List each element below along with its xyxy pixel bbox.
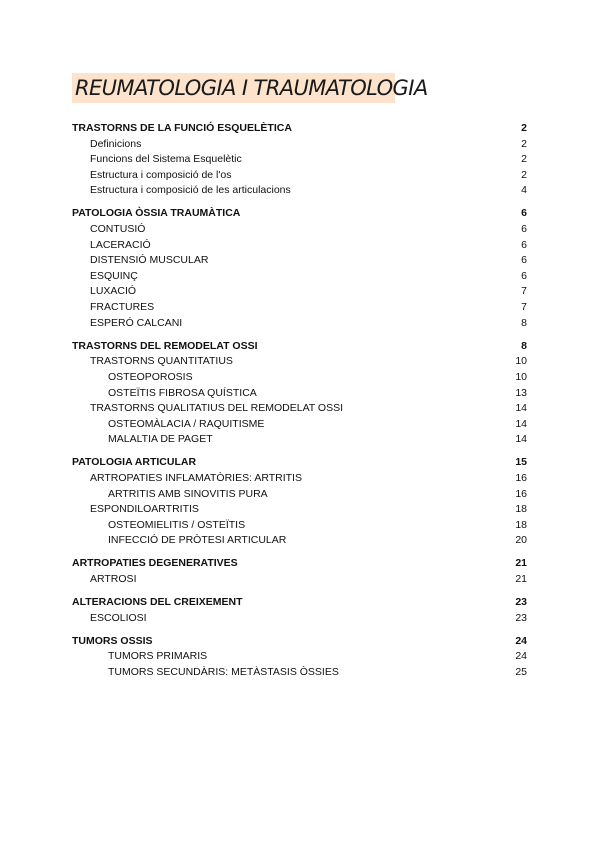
- toc-entry[interactable]: [72, 168, 527, 184]
- toc-entry[interactable]: [72, 471, 527, 487]
- toc-entry[interactable]: [72, 533, 527, 549]
- toc-entry-label: PATOLOGIA ÒSSIA TRAUMÀTICA: [72, 207, 241, 220]
- toc-entry[interactable]: [72, 386, 527, 402]
- toc-entry-label: OSTEÏTIS FIBROSA QUÍSTICA: [108, 386, 257, 399]
- toc-entry-label: INFECCIÓ DE PRÒTESI ARTICULAR: [108, 534, 287, 547]
- toc-entry[interactable]: [72, 502, 527, 518]
- toc-entry[interactable]: [72, 611, 527, 627]
- toc-entry[interactable]: [72, 339, 527, 355]
- toc-entry[interactable]: [72, 595, 527, 611]
- toc-entry-label: ALTERACIONS DEL CREIXEMENT: [72, 596, 243, 609]
- toc-entry-page: 15: [515, 456, 527, 469]
- toc-entry-label: ESCOLIOSI: [90, 611, 147, 624]
- toc-entry-label: ESPERÓ CALCANI: [90, 316, 183, 329]
- toc-entry-page: 18: [515, 503, 527, 516]
- toc-entry-label: Estructura i composició de l'os: [90, 168, 232, 181]
- toc-entry-label: PATOLOGIA ARTICULAR: [72, 456, 197, 469]
- toc-entry-label: Funcions del Sistema Esquelètic: [90, 153, 242, 166]
- toc-entry[interactable]: [72, 401, 527, 417]
- toc-entry-page: 14: [515, 417, 527, 430]
- toc-entry-page: 8: [521, 316, 527, 329]
- toc-entry[interactable]: [72, 634, 527, 650]
- toc-entry[interactable]: [72, 354, 527, 370]
- toc-entry-page: 2: [521, 168, 527, 181]
- toc-entry[interactable]: [72, 455, 527, 471]
- toc-entry[interactable]: [72, 183, 527, 199]
- toc-entry-label: TUMORS PRIMARIS: [108, 650, 208, 663]
- document-title: REUMATOLOGIA I TRAUMATOLOGIA: [72, 73, 395, 103]
- toc-entry-label: ARTROSI: [90, 573, 137, 586]
- toc-entry[interactable]: [72, 152, 527, 168]
- toc-entry[interactable]: [72, 665, 527, 681]
- toc-entry[interactable]: [72, 238, 527, 254]
- toc-entry[interactable]: [72, 556, 527, 572]
- toc-entry-label: OSTEOMIELITIS / OSTEÏTIS: [108, 518, 246, 531]
- toc-entry[interactable]: [72, 121, 527, 137]
- toc-entry-page: 23: [515, 611, 527, 624]
- toc-entry[interactable]: [72, 370, 527, 386]
- toc-entry-page: 4: [521, 184, 527, 197]
- toc-entry[interactable]: [72, 206, 527, 222]
- toc-entry-label: MALALTIA DE PAGET: [108, 433, 213, 446]
- toc-entry-page: 21: [515, 573, 527, 586]
- toc-entry-page: 16: [515, 487, 527, 500]
- toc-entry-page: 18: [515, 518, 527, 531]
- toc-entry[interactable]: [72, 417, 527, 433]
- toc-entry[interactable]: [72, 649, 527, 665]
- toc-entry[interactable]: [72, 316, 527, 332]
- toc-entry-label: FRACTURES: [90, 301, 155, 314]
- toc-entry-label: OSTEOPOROSIS: [108, 370, 193, 383]
- toc-entry[interactable]: [72, 572, 527, 588]
- toc-entry-page: 6: [521, 269, 527, 282]
- toc-entry-label: ESPONDILOARTRITIS: [90, 503, 199, 516]
- toc-entry-label: OSTEOMÀLACIA / RAQUITISME: [108, 417, 265, 430]
- toc-entry-page: 25: [515, 666, 527, 678]
- toc-entry-label: TRASTORNS DEL REMODELAT OSSI: [72, 339, 258, 352]
- toc-entry-page: 7: [521, 285, 527, 298]
- toc-entry-page: 10: [515, 355, 527, 368]
- toc-entry-label: TRASTORNS DE LA FUNCIÓ ESQUELÈTICA: [72, 122, 292, 134]
- toc-entry-label: ARTROPATIES INFLAMATÒRIES: ARTRITIS: [90, 471, 302, 484]
- toc-entry-page: 8: [521, 339, 527, 352]
- toc-entry-page: 14: [515, 402, 527, 415]
- toc-entry-page: 6: [521, 254, 527, 267]
- table-of-contents: [72, 121, 527, 681]
- toc-entry-label: Definicions: [90, 137, 142, 150]
- toc-entry[interactable]: [72, 222, 527, 238]
- toc-entry-page: 2: [521, 137, 527, 150]
- toc-entry-page: 6: [521, 238, 527, 251]
- toc-entry[interactable]: [72, 253, 527, 269]
- toc-entry-page: 16: [515, 471, 527, 484]
- toc-entry-page: 2: [521, 153, 527, 166]
- toc-entry[interactable]: [72, 432, 527, 448]
- toc-entry-page: 10: [515, 370, 527, 383]
- toc-entry-label: ESQUINÇ: [90, 269, 138, 282]
- toc-entry[interactable]: [72, 518, 527, 534]
- toc-entry-label: ARTRITIS AMB SINOVITIS PURA: [108, 487, 268, 500]
- toc-entry-label: ARTROPATIES DEGENERATIVES: [72, 557, 238, 570]
- toc-entry-label: LACERACIÓ: [90, 238, 151, 251]
- toc-entry[interactable]: [72, 137, 527, 153]
- toc-entry-label: TUMORS OSSIS: [72, 634, 153, 647]
- toc-entry-page: 2: [521, 122, 527, 134]
- toc-entry[interactable]: [72, 300, 527, 316]
- toc-entry[interactable]: [72, 284, 527, 300]
- toc-entry-page: 7: [521, 301, 527, 314]
- toc-entry-label: CONTUSIÓ: [90, 223, 146, 236]
- toc-entry[interactable]: [72, 487, 527, 503]
- toc-entry-label: LUXACIÓ: [90, 285, 137, 298]
- toc-entry-page: 24: [515, 650, 527, 663]
- toc-entry-page: 14: [515, 433, 527, 446]
- toc-entry-label: TRASTORNS QUALITATIUS DEL REMODELAT OSSI: [90, 402, 344, 415]
- toc-entry[interactable]: [72, 269, 527, 285]
- toc-entry-page: 21: [515, 557, 527, 570]
- toc-entry-label: DISTENSIÓ MUSCULAR: [90, 254, 209, 267]
- toc-entry-page: 6: [521, 223, 527, 236]
- toc-entry-page: 13: [515, 386, 527, 399]
- toc-entry-page: 20: [515, 534, 527, 547]
- toc-entry-label: Estructura i composició de les articulacions: [90, 184, 291, 197]
- toc-entry-page: 24: [515, 634, 527, 647]
- toc-entry-page: 6: [521, 207, 527, 220]
- toc-entry-page: 23: [515, 596, 527, 609]
- toc-entry-label: TRASTORNS QUANTITATIUS: [90, 355, 233, 368]
- toc-entry-label: TUMORS SECUNDÀRIS: METÀSTASIS ÒSSIES: [108, 666, 339, 678]
